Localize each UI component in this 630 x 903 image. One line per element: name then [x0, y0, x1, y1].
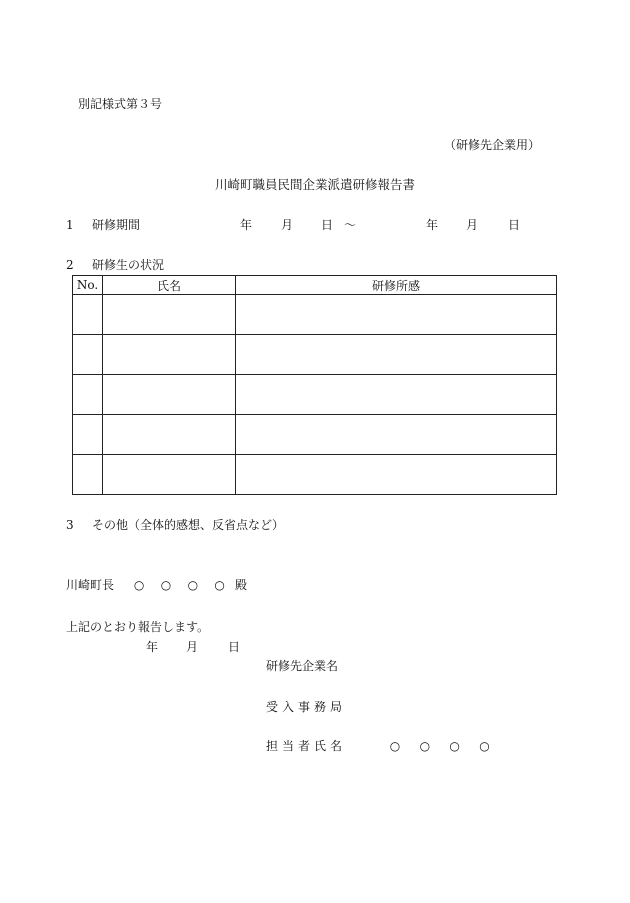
company-name-label: 研修先企業名: [266, 659, 339, 673]
trainee-table: [72, 275, 557, 495]
host-office-label: 受入事務局: [266, 700, 347, 714]
cell-name[interactable]: [103, 335, 236, 375]
table-row: [73, 335, 557, 375]
column-header-name: 氏名: [103, 276, 236, 295]
cell-no[interactable]: [73, 295, 103, 335]
period-end-day: 日: [508, 218, 521, 232]
name-placeholder-circle: ○: [160, 578, 172, 592]
cell-name[interactable]: [103, 415, 236, 455]
section-number: 3: [66, 518, 74, 532]
section-label: 研修期間: [92, 218, 141, 232]
name-placeholder-circle: ○: [133, 578, 145, 592]
section-number: 1: [66, 218, 74, 232]
table-row: [73, 375, 557, 415]
name-placeholder-circle: ○: [389, 739, 401, 753]
cell-impressions[interactable]: [236, 455, 557, 495]
period-start-month: 月: [281, 218, 294, 232]
document-title: 川崎町職員民間企業派遣研修報告書: [214, 177, 415, 192]
form-number: 別記様式第３号: [78, 97, 163, 111]
usage-note: （研修先企業用）: [443, 138, 540, 152]
name-placeholder-circle: ○: [479, 739, 490, 753]
report-date-month: 月: [186, 640, 199, 654]
name-placeholder-circle: ○: [187, 578, 199, 592]
person-in-charge-label: 担当者氏名: [266, 739, 347, 753]
cell-no[interactable]: [73, 335, 103, 375]
column-header-impressions: 研修所感: [236, 276, 557, 295]
name-placeholder-circle: ○: [419, 739, 431, 753]
name-placeholder-circle: ○: [214, 578, 225, 592]
table-row: [73, 455, 557, 495]
cell-impressions[interactable]: [236, 375, 557, 415]
cell-impressions[interactable]: [236, 415, 557, 455]
honorific: 殿: [234, 578, 247, 592]
addressee-title: 川崎町長: [66, 578, 115, 592]
table-row: [73, 295, 557, 335]
cell-name[interactable]: [103, 455, 236, 495]
period-end-year: 年: [426, 218, 439, 232]
report-statement: 上記のとおり報告します。: [66, 620, 210, 634]
section-label: その他（全体的感想、反省点など）: [92, 518, 285, 532]
period-tilde: ～: [344, 218, 357, 232]
cell-no[interactable]: [73, 455, 103, 495]
cell-name[interactable]: [103, 375, 236, 415]
table-header-row: [73, 276, 557, 295]
name-placeholder-circle: ○: [449, 739, 460, 753]
section-training-period: [66, 218, 140, 232]
addressee: [66, 578, 247, 592]
table-row: [73, 415, 557, 455]
cell-impressions[interactable]: [236, 295, 557, 335]
cell-name[interactable]: [103, 295, 236, 335]
section-number: 2: [66, 258, 74, 272]
period-start-year: 年: [240, 218, 253, 232]
section-trainee-status: [66, 258, 164, 272]
period-end-month: 月: [466, 218, 479, 232]
cell-no[interactable]: [73, 375, 103, 415]
person-in-charge-name: [382, 739, 497, 753]
cell-no[interactable]: [73, 415, 103, 455]
period-start-day: 日: [321, 218, 334, 232]
section-label: 研修生の状況: [92, 258, 165, 272]
cell-impressions[interactable]: [236, 335, 557, 375]
report-date-day: 日: [228, 640, 241, 654]
report-date-year: 年: [146, 640, 159, 654]
section-other: [66, 518, 284, 532]
column-header-no: No.: [73, 276, 103, 295]
